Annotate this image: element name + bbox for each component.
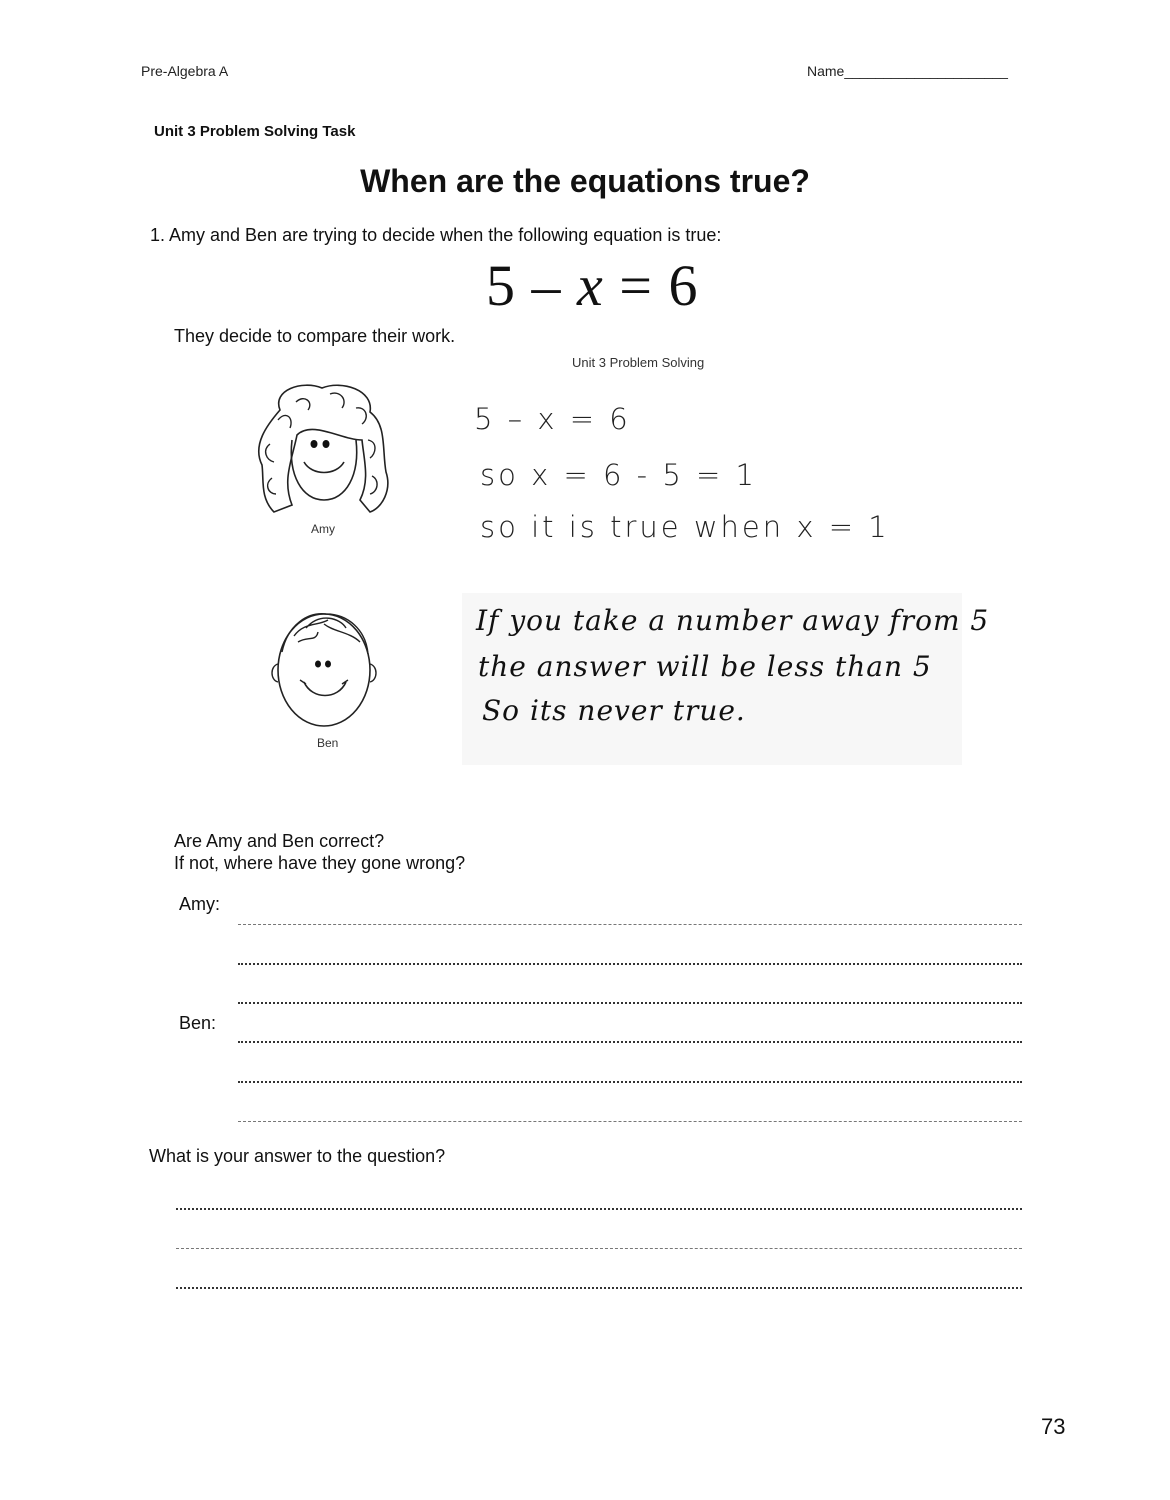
- final-answer-line-3[interactable]: [176, 1287, 1022, 1289]
- amy-work-line-1: 5 – x = 6: [474, 402, 631, 436]
- equation-left: 5 –: [486, 253, 577, 318]
- ben-answer-label: Ben:: [179, 1013, 217, 1033]
- ben-work-line-1: If you take a number away from 5: [476, 604, 990, 637]
- ben-answer-line-3[interactable]: [238, 1121, 1022, 1122]
- amy-answer-line-2[interactable]: [238, 963, 1022, 965]
- ben-answer-line-2[interactable]: [238, 1081, 1022, 1083]
- final-answer-line-1[interactable]: [176, 1208, 1022, 1210]
- unit-subtitle: Unit 3 Problem Solving Task: [154, 123, 356, 140]
- amy-work-line-2: so x = 6 - 5 = 1: [480, 458, 757, 492]
- equation-variable: x: [577, 253, 604, 318]
- ben-work-line-2: the answer will be less than 5: [478, 650, 932, 683]
- amy-work-line-3: so it is true when x = 1: [480, 510, 890, 544]
- question-1-prompt: 1. Amy and Ben are trying to decide when the following equation is true:: [150, 225, 722, 245]
- amy-label: Amy: [311, 522, 335, 536]
- equation: [486, 252, 698, 319]
- equation-right: = 6: [603, 253, 699, 318]
- ben-label: Ben: [317, 736, 339, 750]
- final-answer-line-2[interactable]: [176, 1248, 1022, 1249]
- amy-answer-label: Amy:: [179, 894, 221, 914]
- amy-answer-line-3[interactable]: [238, 1002, 1022, 1004]
- amy-face-icon: [252, 380, 397, 520]
- page-number: 73: [1041, 1414, 1066, 1439]
- answer-question: What is your answer to the question?: [149, 1146, 446, 1166]
- ben-face-icon: [268, 602, 380, 732]
- correct-question-line-1: Are Amy and Ben correct?: [174, 831, 385, 851]
- amy-answer-line-1[interactable]: [238, 924, 1022, 925]
- name-field-label[interactable]: Name_____________________: [807, 63, 1008, 79]
- course-name: Pre-Algebra A: [141, 63, 229, 79]
- correct-question-line-2: If not, where have they gone wrong?: [174, 853, 466, 873]
- figure-caption: Unit 3 Problem Solving: [572, 355, 705, 370]
- compare-text: They decide to compare their work.: [174, 326, 456, 346]
- ben-work-line-3: So its never true.: [482, 694, 746, 727]
- page-title: When are the equations true?: [360, 163, 810, 199]
- ben-answer-line-1[interactable]: [238, 1041, 1022, 1043]
